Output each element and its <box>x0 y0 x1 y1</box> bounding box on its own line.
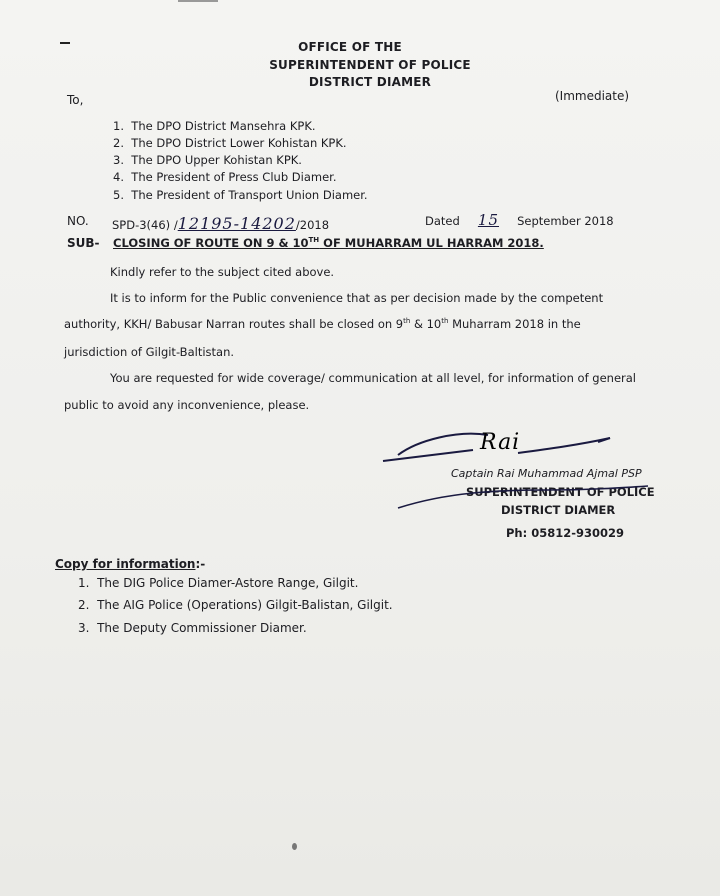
signatory-district: DISTRICT DIAMER <box>501 503 616 517</box>
item-text: The DPO District Mansehra KPK. <box>131 119 316 133</box>
dated-month-year: September 2018 <box>517 214 614 228</box>
body-text: authority, KKH/ Babusar Narran routes shall be closed on 9 <box>64 317 404 331</box>
item-text: The DPO Upper Kohistan KPK. <box>131 153 302 167</box>
signatory-name: Captain Rai Muhammad Ajmal PSP <box>451 467 642 480</box>
copy-heading <box>55 557 205 571</box>
office-heading: SUPERINTENDENT OF POLICE <box>269 58 471 72</box>
scan-mark <box>60 42 70 44</box>
to-label: To, <box>67 93 84 107</box>
priority-label: (Immediate) <box>555 89 630 103</box>
signatory-title: SUPERINTENDENT OF POLICE <box>466 485 655 499</box>
body-paragraph: Kindly refer to the subject cited above. <box>110 265 335 279</box>
ref-no-label: NO. <box>67 214 89 228</box>
subject-label: SUB- <box>67 236 100 250</box>
body-paragraph <box>64 317 678 331</box>
office-heading: DISTRICT DIAMER <box>308 75 432 89</box>
body-paragraph: public to avoid any inconvenience, please. <box>64 398 310 412</box>
item-text: The President of Press Club Diamer. <box>131 170 337 184</box>
subject-text <box>113 236 544 250</box>
body-paragraph: You are requested for wide coverage/ communication at all level, for information of general <box>110 371 636 385</box>
body-text: & 10 <box>410 317 442 331</box>
signatory-phone: Ph: 05812-930029 <box>506 526 625 540</box>
item-text: The DIG Police Diamer-Astore Range, Gilgit. <box>97 576 359 590</box>
dated-line <box>425 211 614 229</box>
list-item <box>78 621 307 635</box>
ref-prefix: SPD-3(46) / <box>112 218 178 232</box>
item-number: 4. <box>113 170 124 184</box>
signature-handwriting: Rai <box>480 430 521 455</box>
item-number: 2. <box>113 136 124 150</box>
reference-number <box>112 214 329 233</box>
list-item <box>78 598 393 612</box>
body-text: Muharram 2018 in the <box>448 317 581 331</box>
ref-suffix: /2018 <box>295 218 330 232</box>
list-item <box>113 188 368 202</box>
subject-part: OF MUHARRAM UL HARRAM 2018. <box>319 236 544 250</box>
body-paragraph: It is to inform for the Public convenience that as per decision made by the competent <box>110 291 604 305</box>
copy-heading-text: Copy for information <box>55 557 196 571</box>
item-text: The DPO District Lower Kohistan KPK. <box>131 136 347 150</box>
list-item <box>113 136 347 150</box>
item-number: 3. <box>78 621 90 635</box>
body-paragraph: jurisdiction of Gilgit-Baltistan. <box>64 345 235 359</box>
item-text: The President of Transport Union Diamer. <box>131 188 368 202</box>
item-number: 1. <box>113 119 124 133</box>
list-item <box>78 576 358 590</box>
item-text: The AIG Police (Operations) Gilgit-Balistan, Gilgit. <box>97 598 393 612</box>
copy-heading-suffix: :- <box>195 557 206 571</box>
scan-mark <box>178 0 218 2</box>
body-sup: th <box>441 317 449 326</box>
item-number: 5. <box>113 188 124 202</box>
item-number: 2. <box>78 598 90 612</box>
item-text: The Deputy Commissioner Diamer. <box>97 621 307 635</box>
office-heading: OFFICE OF THE <box>298 40 402 54</box>
list-item <box>113 119 316 133</box>
item-number: 1. <box>78 576 90 590</box>
subject-part: CLOSING OF ROUTE ON 9 & 10 <box>113 236 309 250</box>
dated-label: Dated <box>425 214 460 228</box>
scan-mark <box>292 843 297 850</box>
handwritten-number: 12195-14202 <box>177 214 296 233</box>
subject-sup: TH <box>308 236 320 245</box>
signature-scribble <box>378 415 628 470</box>
body-sup: th <box>403 317 411 326</box>
handwritten-day: 15 <box>477 211 499 229</box>
item-number: 3. <box>113 153 124 167</box>
list-item <box>113 153 302 167</box>
list-item <box>113 170 336 184</box>
